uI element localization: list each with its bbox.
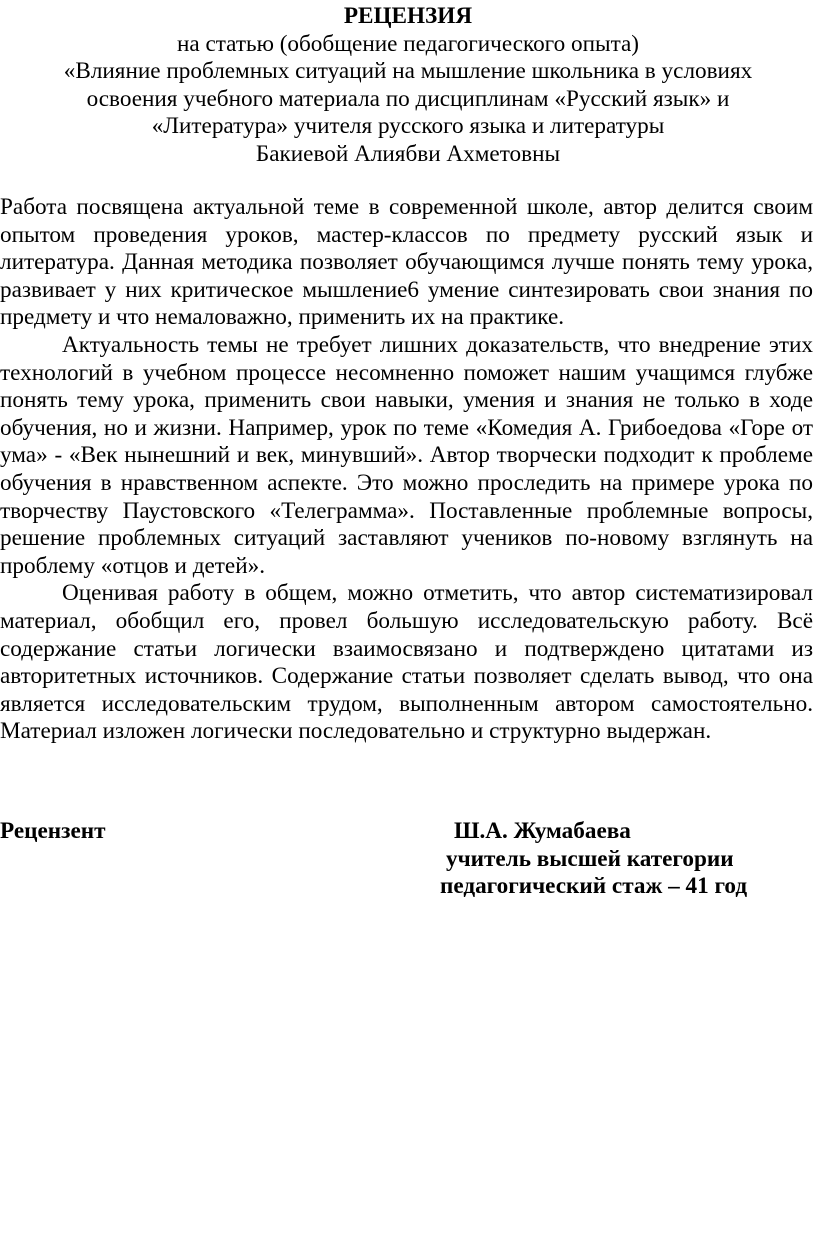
article-author-name: Бакиевой Алиябви Ахметовны bbox=[255, 140, 561, 167]
reviewer-position: учитель высшей категории bbox=[446, 845, 734, 872]
review-body bbox=[0, 194, 813, 746]
review-paragraph-3: Оценивая работу в общем, можно отметить, что автор систематизировал материал, обобщил его, провел большую исследовательскую работу. Всё содержание статьи логически взаимосвязано и подтверждено цитатами из авторитетных источников. Содержание статьи позволяет сделать вывод, что она является исследовательским трудом, выполненным автором самостоятельно. Материал изложен логически последовательно и структурно выдержан. bbox=[0, 580, 813, 745]
article-title-line: освоения учебного материала по дисциплинам «Русский язык» и bbox=[86, 85, 730, 112]
reviewer-experience: педагогический стаж – 41 год bbox=[440, 873, 748, 900]
review-paragraph-1: Работа посвящена актуальной теме в современной школе, автор делится своим опытом проведения уроков, мастер-классов по предмету русский язык и литература. Данная методика позволяет обучающимся лучше понять тему урока, развивает у них критическое мышление6 умение синтезировать свои знания по предмету и что немаловажно, применить их на практике. bbox=[0, 194, 813, 331]
reviewer-label: Рецензент bbox=[0, 818, 106, 844]
article-author-line: «Литература» учителя русского языка и литературы bbox=[151, 113, 665, 140]
document-header bbox=[0, 3, 816, 169]
document-title: РЕЦЕНЗИЯ bbox=[343, 3, 473, 29]
article-title-line: «Влияние проблемных ситуаций на мышление школьника в условиях bbox=[63, 58, 753, 85]
header-subtitle-line: на статью (обобщение педагогического опыта) bbox=[176, 30, 640, 57]
reviewer-details bbox=[440, 818, 810, 901]
reviewer-name: Ш.А. Жумабаева bbox=[454, 818, 631, 844]
review-paragraph-2: Актуальность темы не требует лишних доказательств, что внедрение этих технологий в учебном процессе несомненно поможет нашим учащимся глубже понять тему урока, применить свои навыки, умения и знания не только в ходе обучения, но и жизни. Например, урок по теме «Комедия А. Грибоедова «Горе от ума» - «Век нынешний и век, минувший». Автор творчески подходит к проблеме обучения в нравственном аспекте. Это можно проследить на примере урока по творчеству Паустовского «Телеграмма». Поставленные проблемные вопросы, решение проблемных ситуаций заставляют учеников по-новому взглянуть на проблему «отцов и детей». bbox=[0, 331, 813, 579]
